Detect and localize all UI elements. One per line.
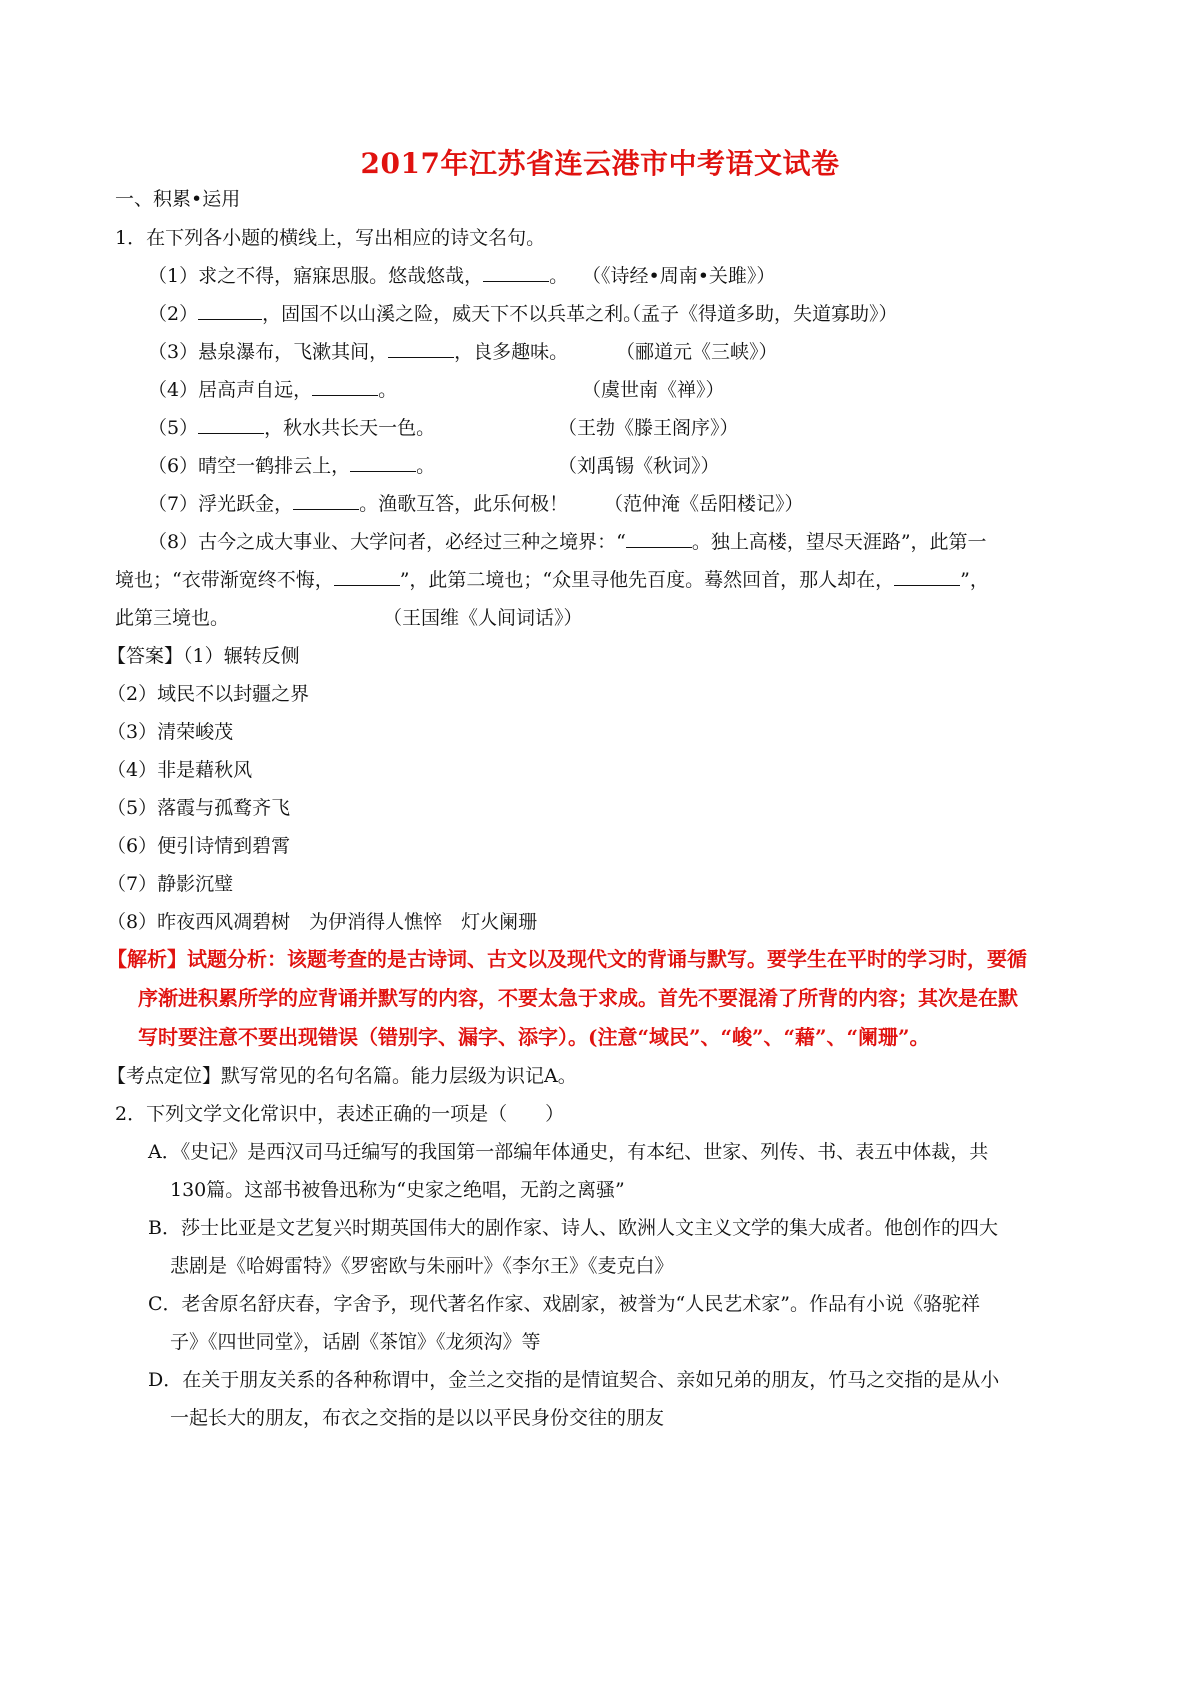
page-title: 2017年江苏省连云港市中考语文试卷 [360, 147, 840, 180]
q1-item-8-line-1: （8）古今之成大事业、大学问者，必经过三种之境界：“ 。独上高楼，望尽天涯路”，此第一 [148, 531, 987, 553]
answer-blank [388, 339, 454, 358]
answer-line-2: （2）域民不以封疆之界 [107, 683, 310, 705]
q2-option-c-line-2: 子》《四世同堂》，话剧《茶馆》《龙须沟》等 [170, 1331, 541, 1353]
q2-option-d-line-1: D．在关于朋友关系的各种称谓中，金兰之交指的是情谊契合、亲如兄弟的朋友，竹马之交指的是从小 [148, 1369, 1000, 1391]
q1-item-2: （2） ，固国不以山溪之险，威天下不以兵革之利。 [148, 303, 643, 325]
q2-option-a-line-1: A．《史记》是西汉司马迁编写的我国第一部编年体通史，有本纪、世家、列传、书、表五中体裁，共 [148, 1141, 989, 1163]
q1-item-8-source: （王国维《人间词话》） [383, 607, 583, 629]
answer-blank [198, 415, 264, 434]
q2-option-b-line-1: B．莎士比亚是文艺复兴时期英国伟大的剧作家、诗人、欧洲人文主义文学的集大成者。他创作的四大 [148, 1217, 998, 1239]
answer-blank [293, 491, 359, 510]
q1-item-3-source: （郦道元《三峡》） [616, 341, 778, 363]
q1-item-6-source: （刘禹锡《秋词》） [558, 455, 720, 477]
kaodian-line: 【考点定位】默写常见的名句名篇。能力层级为识记A。 [107, 1065, 577, 1087]
answer-blank [198, 301, 262, 320]
q1-item-1-source: （《诗经•周南•关雎》） [582, 265, 776, 287]
q1-item-4: （4）居高声自远， 。 [148, 379, 398, 401]
q1-item-1: （1）求之不得，寤寐思服。悠哉悠哉， 。 [148, 265, 569, 287]
answer-blank [350, 453, 416, 472]
q1-item-4-source: （虞世南《禅》） [582, 379, 725, 401]
answer-line-6: （6）便引诗情到碧霄 [107, 835, 291, 857]
answer-line-4: （4）非是藉秋风 [107, 759, 253, 781]
q1-item-7: （7）浮光跃金， 。渔歌互答，此乐何极！ [148, 493, 569, 515]
answer-blank [894, 567, 960, 586]
q2-option-c-line-1: C．老舍原名舒庆春，字舍予，现代著名作家、戏剧家，被誉为“人民艺术家”。作品有小说《骆驼祥 [148, 1293, 980, 1315]
analysis-line-2: 序渐进积累所学的应背诵并默写的内容，不要太急于求成。首先不要混淆了所背的内容；其次是在默 [138, 986, 1018, 1010]
analysis-line-1: 【解析】试题分析：该题考查的是古诗词、古文以及现代文的背诵与默写。要学生在平时的学习时，要循 [107, 947, 1027, 971]
q1-item-2-source: （孟子《得道多助，失道寡助》） [622, 303, 898, 325]
analysis-line-3: 写时要注意不要出现错误（错别字、漏字、添字）。(注意“域民”、“峻”、“藉”、“阑珊”。 [138, 1025, 930, 1049]
q1-item-3: （3）悬泉瀑布，飞漱其间， ，良多趣味。 [148, 341, 569, 363]
q1-item-7-source: （范仲淹《岳阳楼记》） [604, 493, 804, 515]
q1-item-5: （5） ，秋水共长天一色。 [148, 417, 436, 439]
answer-line-5: （5）落霞与孤鹜齐飞 [107, 797, 291, 819]
section-heading: 一、积累•运用 [115, 188, 241, 210]
q2-option-a-line-2: 130篇。这部书被鲁迅称为“史家之绝唱，无韵之离骚” [170, 1179, 625, 1201]
answer-blank [312, 377, 378, 396]
answer-line-8: （8）昨夜西风凋碧树 为伊消得人憔悴 灯火阑珊 [107, 911, 538, 933]
question-2-stem: 2．下列文学文化常识中，表述正确的一项是（ ） [115, 1103, 565, 1125]
q2-option-b-line-2: 悲剧是《哈姆雷特》《罗密欧与朱丽叶》《李尔王》《麦克白》 [170, 1255, 674, 1277]
q1-item-5-source: （王勃《滕王阁序》） [558, 417, 739, 439]
answer-blank [334, 567, 400, 586]
answer-label: 【答案】 [107, 645, 184, 667]
answer-line-3: （3）清荣峻茂 [107, 721, 234, 743]
answer-line-1: 【答案】（1）辗转反侧 [107, 645, 300, 667]
answer-blank [483, 263, 549, 282]
answer-line-7: （7）静影沉璧 [107, 873, 234, 895]
q1-item-8-line-2: 境也；“衣带渐宽终不悔， ”，此第二境也；“众里寻他先百度。蓦然回首，那人却在， ”， [115, 569, 989, 591]
answer-blank [626, 529, 692, 548]
q1-item-8-line-3: 此第三境也。 [115, 607, 230, 629]
question-1-stem: 1．在下列各小题的横线上，写出相应的诗文名句。 [115, 227, 546, 249]
q2-option-d-line-2: 一起长大的朋友，布衣之交指的是以以平民身份交往的朋友 [170, 1407, 665, 1429]
q1-item-6: （6）晴空一鹤排云上， 。 [148, 455, 436, 477]
